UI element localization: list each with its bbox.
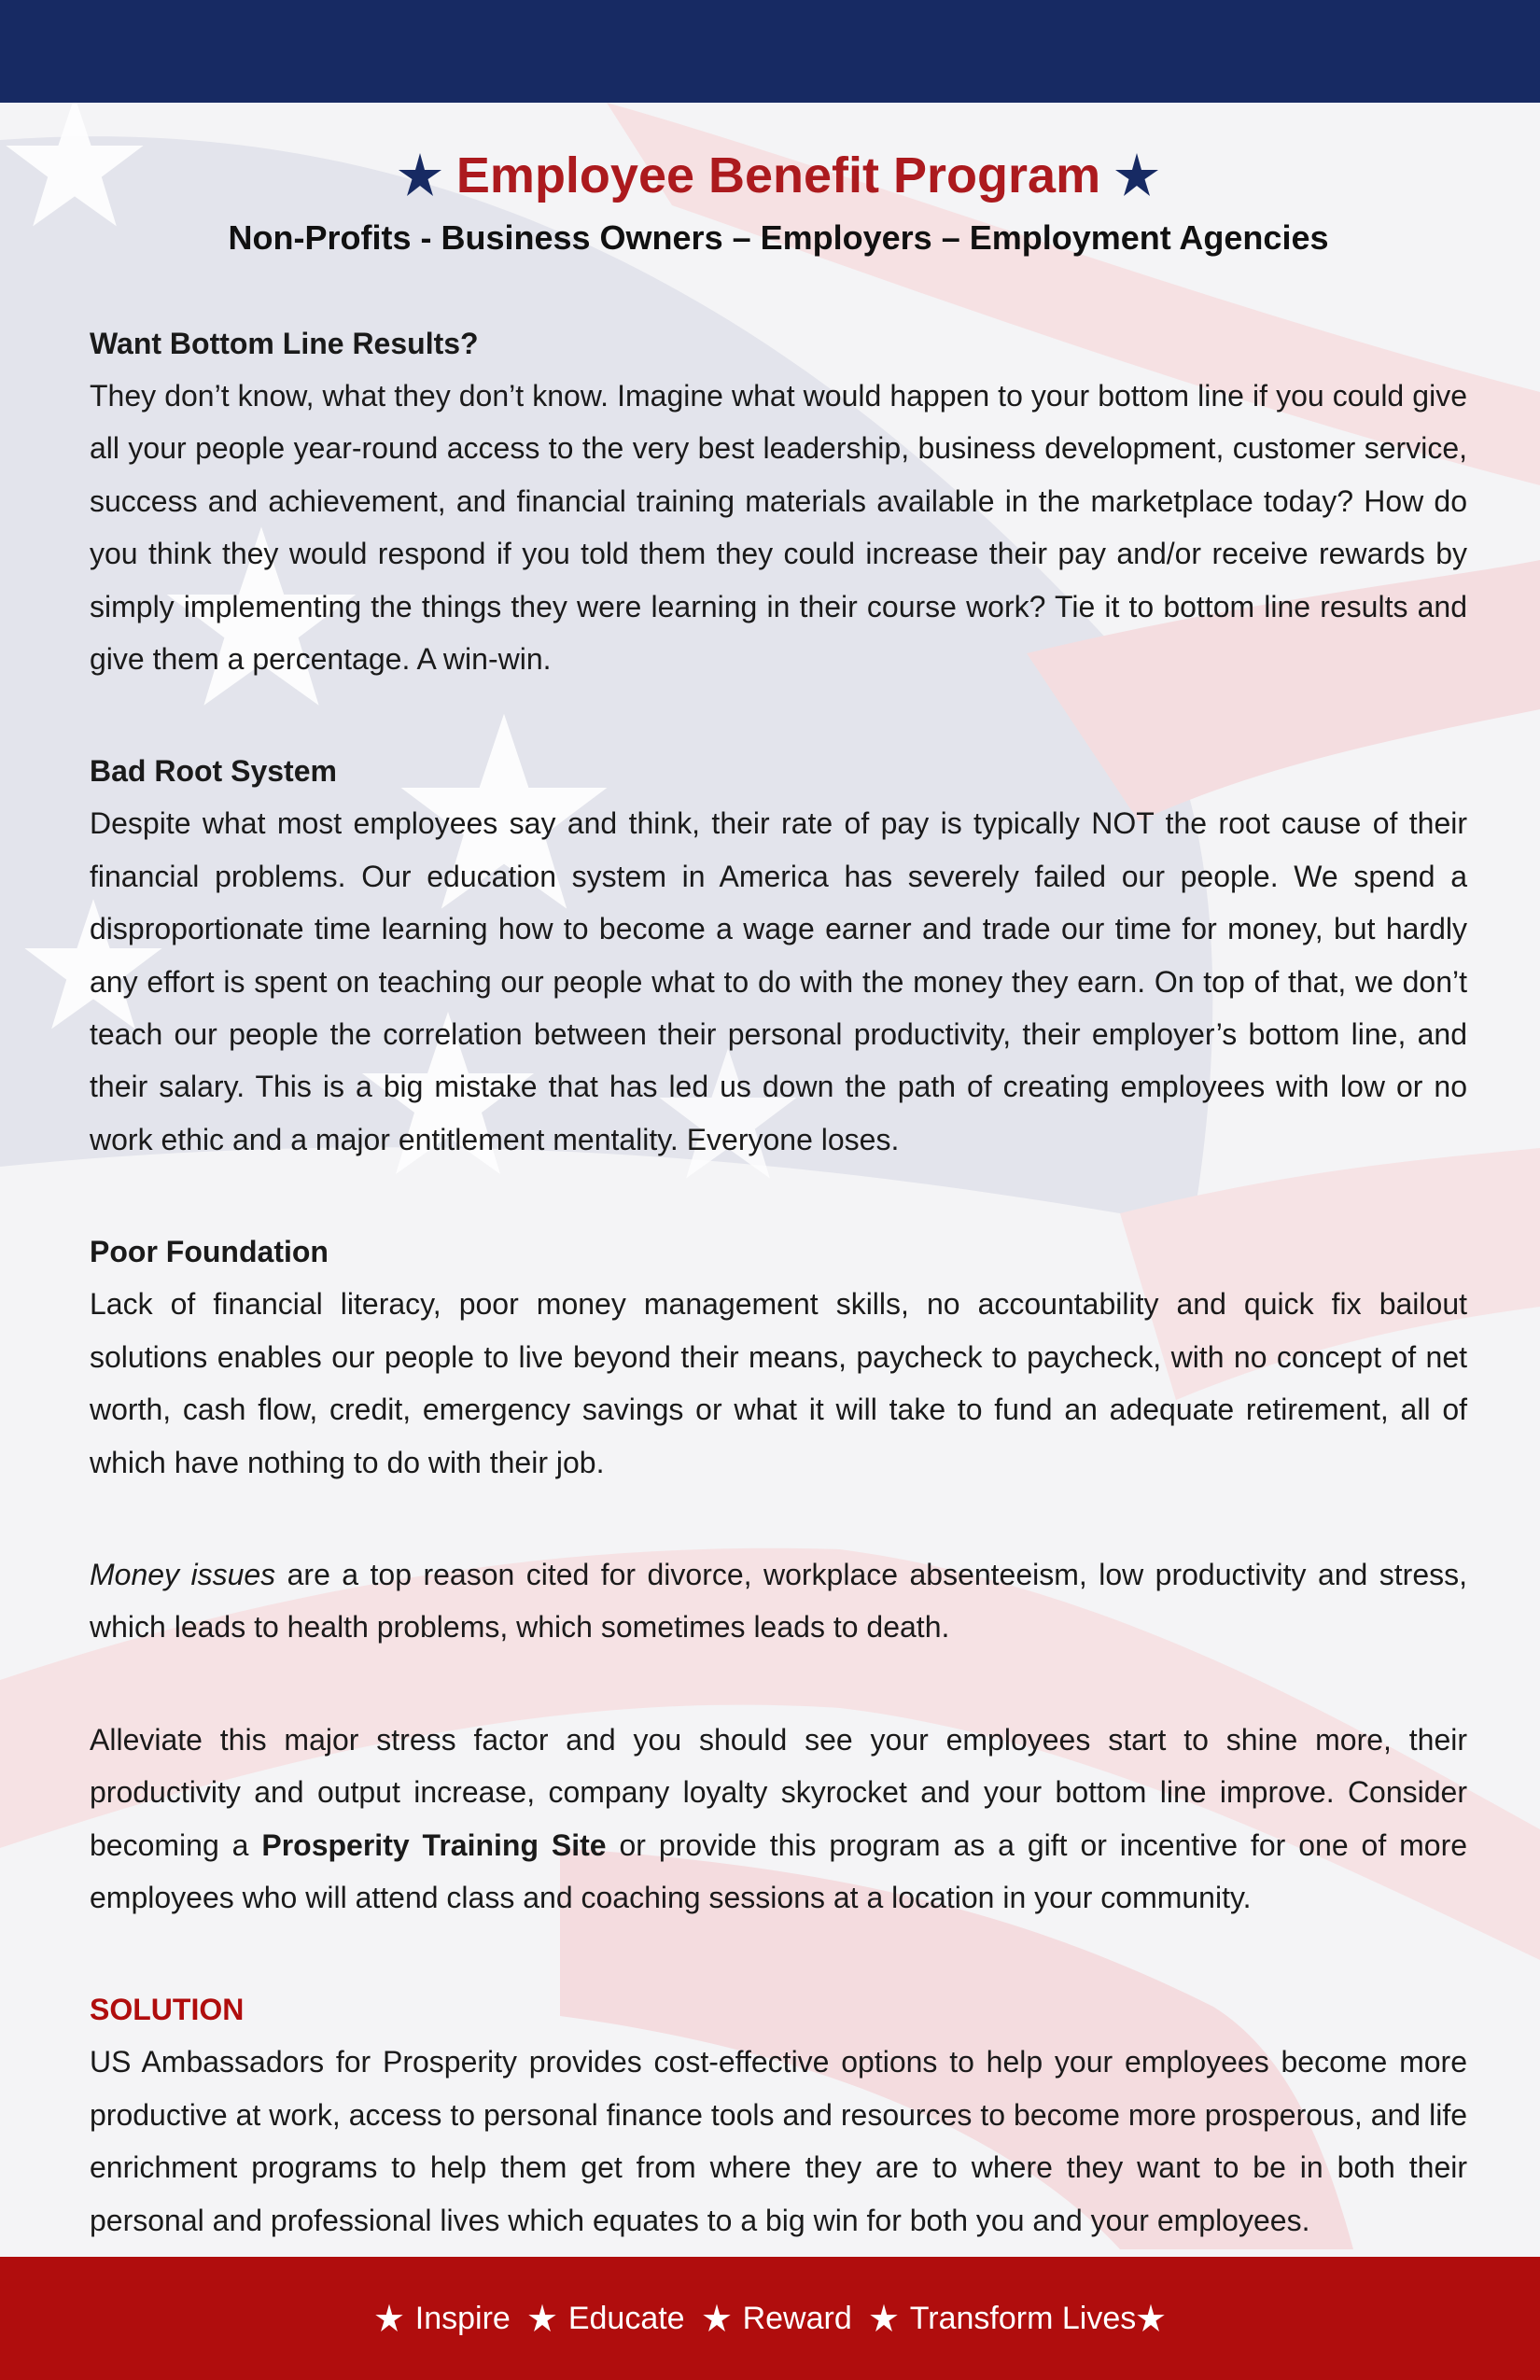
section-poor-foundation [90,1225,1467,1489]
section-alleviate [90,1714,1467,1925]
section-body: Lack of financial literacy, poor money management skills, no accountability and quick fix bailout solutions enables our people to live beyond their means, paycheck to paycheck, with no concept of net worth, cash flow, credit, emergency savings or what it will take to fund an adequate retirement, all of which have nothing to do with their job. [90,1287,1467,1479]
section-body: They don’t know, what they don’t know. Imagine what would happen to your bottom line if you could give all your people year-round access to the very best leadership, business development, customer service, success and achievement, and financial training materials available in the marketplace today? How do you think they would respond if you told them they could increase their pay and/or receive rewards by simply implementing the things they were learning in their course work? Tie it to bottom line results and give them a percentage. A win-win. [90,379,1467,677]
footer-item-educate: Educate [567,2300,685,2336]
section-solution [90,1983,1467,2247]
main-content [90,140,1467,2247]
page-title: Employee Benefit Program [455,147,1101,203]
section-money-issues [90,1548,1467,1654]
section-body: Despite what most employees say and think, their rate of pay is typically NOT the root cause of their financial problems. Our education system in America has severely failed our people. We spend a disproportionate time learning how to become a wage earner and trade our time for money, but hardly any effort is spent on teaching our people what to do with the money they earn. On top of that, we don’t teach our people the correlation between their personal productivity, their employer’s bottom line, and their salary. This is a big mistake that has led us down the path of creating employees with low or no work ethic and a major entitlement mentality. Everyone loses. [90,806,1467,1156]
section-bad-root-system [90,745,1467,1166]
section-bottom-line [90,317,1467,685]
star-icon [869,2303,899,2333]
alleviate-text-before: Alleviate this major stress factor and you should see your employees start to shine more, their productivity and output increase, company loyalty skyrocket and your bottom line improve. Consider becoming a [90,1722,1467,1862]
page-subtitle: Non-Profits - Business Owners – Employers – Employment Agencies [228,218,1329,257]
section-heading: Bad Root System [90,754,337,789]
footer-item-transform-lives: Transform Lives [909,2300,1137,2336]
footer-banner [0,2257,1540,2380]
section-heading: Want Bottom Line Results? [90,327,479,360]
solution-body: US Ambassadors for Prosperity provides cost-effective options to help your employees become more productive at work, access to personal finance tools and resources to become more prosperous, and life enrichment programs to help them get from where they are to where they want to be in both their personal and professional lives which equates to a big win for both you and your employees. [90,2045,1467,2237]
money-issues-text: are a top reason cited for divorce, workplace absenteeism, low productivity and stress, which leads to health problems, which sometimes leads to death. [90,1557,1468,1645]
prosperity-training-site: Prosperity Training Site [261,1827,607,1862]
star-icon [397,152,443,199]
alleviate-text-after: or provide this program as a gift or incentive for one of more employees who will attend class and coaching sessions at a location in your community. [90,1827,1468,1914]
star-icon [702,2303,732,2333]
star-icon [1113,152,1160,199]
money-issues-paragraph [90,1548,1467,1654]
footer-item-inspire: Inspire [414,2300,511,2336]
footer-item-reward: Reward [742,2300,852,2336]
alleviate-paragraph [90,1714,1467,1925]
star-icon [527,2303,557,2333]
star-icon [1136,2303,1166,2333]
money-issues-emphasis: Money issues [90,1557,276,1591]
title-row [90,140,1467,211]
solution-heading: SOLUTION [90,1993,245,2027]
top-banner [0,0,1540,103]
section-heading: Poor Foundation [90,1235,329,1269]
star-icon [374,2303,404,2333]
